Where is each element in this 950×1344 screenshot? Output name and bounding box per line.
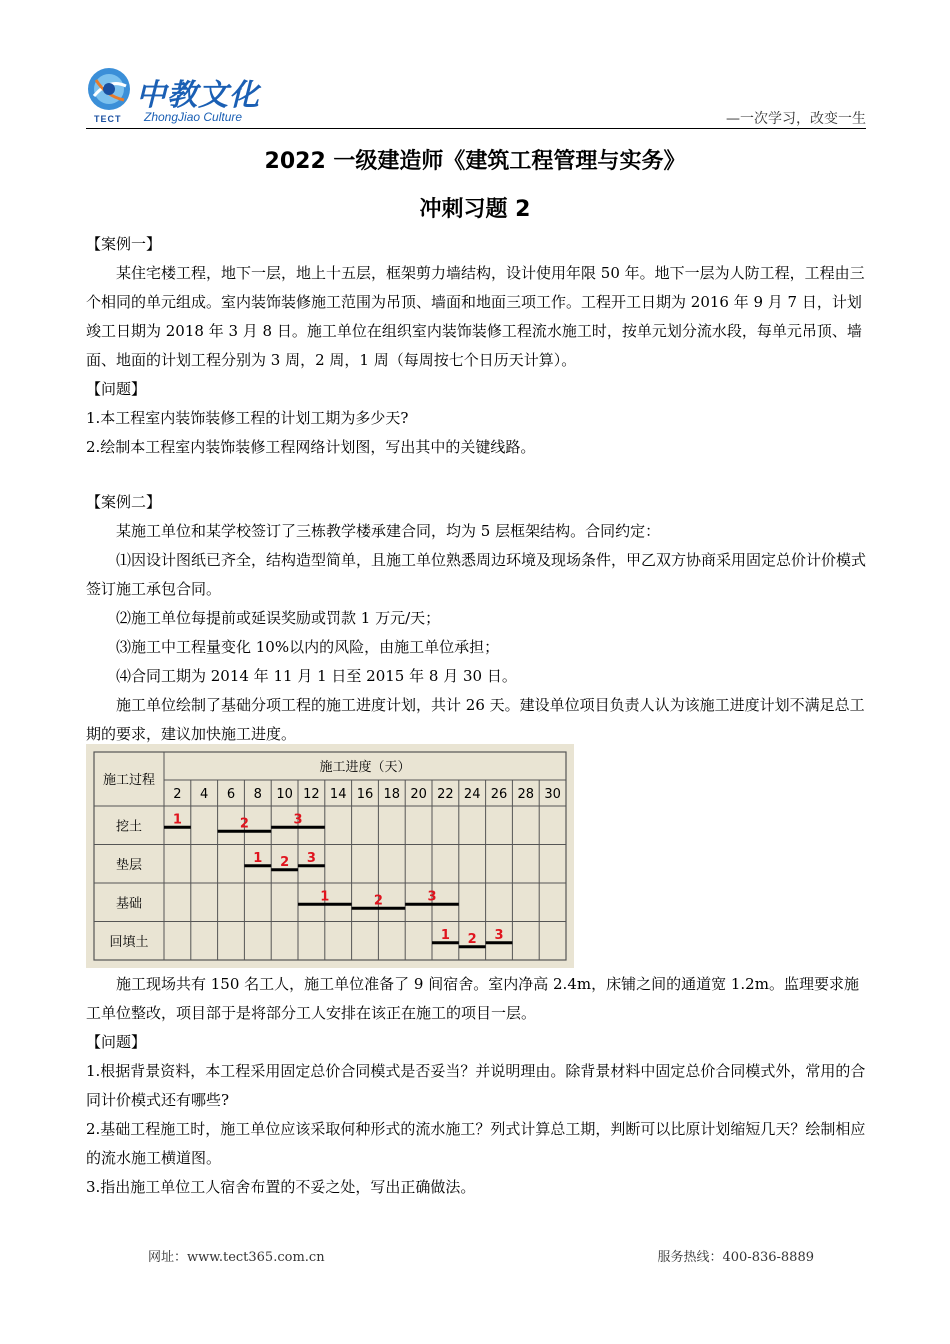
day-tick-label: 10 [276, 787, 293, 802]
footer-website: 网址：www.tect365.com.cn [148, 1250, 325, 1265]
process-label: 挖土 [115, 819, 143, 835]
day-tick-label: 18 [383, 787, 401, 802]
segment-label: 3 [494, 927, 504, 943]
day-tick-label: 28 [517, 787, 535, 802]
gantt-svg [86, 744, 574, 968]
segment-label: 1 [440, 927, 450, 943]
day-tick-label: 26 [490, 787, 508, 802]
content-top [86, 230, 866, 749]
content-bottom [86, 970, 866, 1202]
day-tick-label: 14 [329, 787, 347, 802]
segment-label: 1 [320, 889, 330, 905]
case2-item-2: ⑵施工单位每提前或延误奖励或罚款 1 万元/天； [116, 609, 441, 627]
day-tick-label: 20 [410, 787, 427, 802]
segment-label: 1 [172, 812, 182, 828]
day-tick-label: 22 [437, 787, 454, 802]
process-label: 回填土 [109, 934, 149, 950]
case2-item-3: ⑶施工中工程量变化 10%以内的风险，由施工单位承担； [116, 638, 500, 656]
chart-title: 施工进度（天） [319, 760, 411, 775]
schedule-chart [86, 744, 574, 968]
page-title: 2022 一级建造师《建筑工程管理与实务》 [264, 149, 686, 174]
day-tick-label: 16 [356, 787, 374, 802]
day-tick-label: 30 [544, 787, 561, 802]
segment-label: 3 [293, 812, 303, 828]
day-tick-label: 24 [463, 787, 481, 802]
segment-label: 2 [239, 816, 249, 832]
footer-hotline: 服务热线：400-836-8889 [657, 1250, 814, 1265]
segment-label: 2 [373, 893, 383, 909]
header-divider [86, 128, 866, 129]
day-tick-label: 12 [303, 787, 320, 802]
case2-intro: 某施工单位和某学校签订了三栋教学楼承建合同，均为 5 层框架结构。合同约定： [116, 522, 661, 540]
logo-brand-cn: 中教文化 [136, 78, 260, 113]
process-label: 基础 [115, 896, 143, 912]
case2-heading: 【案例二】 [86, 493, 162, 511]
case2-question-2: 2.基础工程施工时，施工单位应该采取何种形式的流水施工？列式计算总工期，判断可以比原计划缩短几天？绘制相应的流水施工横道图。 [86, 1120, 866, 1167]
segment-label: 1 [253, 850, 263, 866]
case2-para3: 施工现场共有 150 名工人，施工单位准备了 9 间宿舍。室内净高 2.4m，床铺之间的通道宽 1.2m。监理要求施工单位整改，项目部于是将部分工人安排在该正在施工的项目一层。 [86, 975, 859, 1022]
case2-para2: 施工单位绘制了基础分项工程的施工进度计划，共计 26 天。建设单位项目负责人认为该施工进度计划不满足总工期的要求，建议加快施工进度。 [86, 696, 865, 743]
segment-label: 3 [306, 850, 316, 866]
case1-body: 某住宅楼工程，地下一层，地上十五层，框架剪力墙结构，设计使用年限 50 年。地下一层为人防工程，工程由三个相同的单元组成。室内装饰装修施工范围为吊顶、墙面和地面三项工作。工程开工日期为 2016 年 9 月 7 日，计划竣工日期为 2018 年 3 月 8 日。施工单位在组织室内装饰装修工程流水施工时，按单元划分流水段，每单元吊顶、墙面、地面的计划工程分别为 3 周，2 周，1 周（每周按七个日历天计算）。 [86, 264, 865, 369]
page-subtitle: 冲刺习题 2 [419, 197, 531, 222]
segment-label: 2 [280, 854, 290, 870]
segment-label: 3 [427, 889, 437, 905]
case1-question-1: 1.本工程室内装饰装修工程的计划工期为多少天? [86, 409, 409, 427]
case1-question-2: 2.绘制本工程室内装饰装修工程网络计划图，写出其中的关键线路。 [86, 438, 536, 456]
header-slogan: —一次学习，改变一生 [726, 111, 866, 127]
case2-question-heading: 【问题】 [86, 1033, 147, 1051]
day-tick-label: 6 [226, 787, 236, 802]
process-label: 垫层 [115, 857, 143, 873]
page-header [86, 62, 866, 130]
row-header-label: 施工过程 [102, 773, 156, 788]
day-tick-label: 8 [253, 787, 262, 802]
case1-question-heading: 【问题】 [86, 380, 147, 398]
case2-question-1: 1.根据背景资料，本工程采用固定总价合同模式是否妥当？并说明理由。除背景材料中固定总价合同模式外，常用的合同计价模式还有哪些? [86, 1062, 866, 1109]
logo-tect-text: TECT [94, 114, 122, 124]
case2-question-3: 3.指出施工单位工人宿舍布置的不妥之处，写出正确做法。 [86, 1178, 476, 1196]
case2-item-1: ⑴因设计图纸已齐全，结构造型简单，且施工单位熟悉周边环境及现场条件，甲乙双方协商采用固定总价计价模式签订施工承包合同。 [86, 551, 867, 598]
logo-globe-icon [86, 66, 132, 112]
day-tick-label: 2 [173, 787, 182, 802]
case2-item-4: ⑷合同工期为 2014 年 11 月 1 日至 2015 年 8 月 30 日。 [116, 667, 517, 685]
case1-heading: 【案例一】 [86, 235, 162, 253]
day-tick-label: 4 [200, 787, 209, 802]
segment-label: 2 [467, 931, 477, 947]
logo-brand-en: ZhongJiao Culture [144, 110, 243, 124]
